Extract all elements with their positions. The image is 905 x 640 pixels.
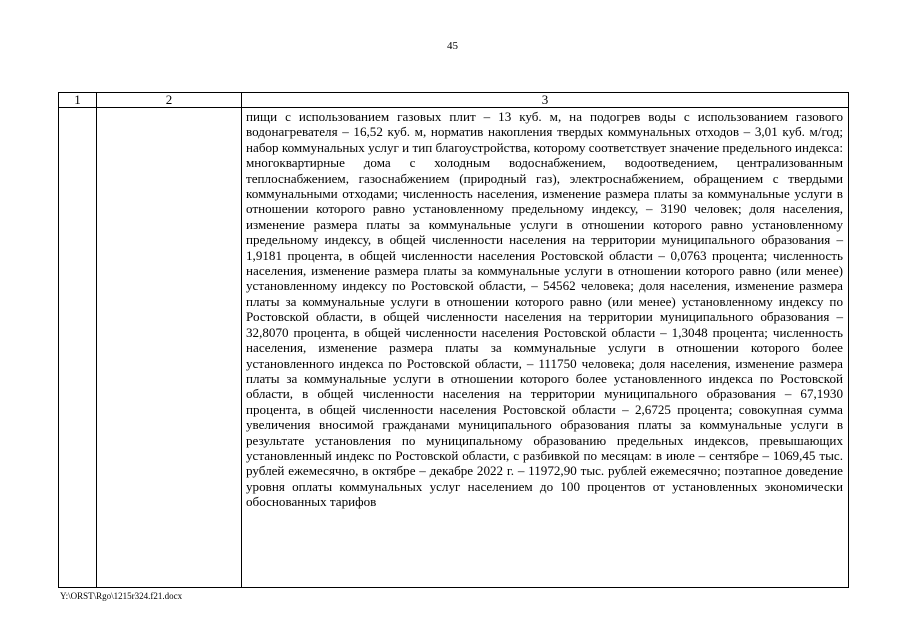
cell-col3 <box>242 108 849 588</box>
page-number: 45 <box>447 40 458 52</box>
cell-text: пищи с использованием газовых плит – 13 куб. м, на подогрев воды с использованием газового водонагревателя – 16,52 куб. м, норматив накопления твердых коммунальных отходов – 3,01 куб. м/год; набор коммунальных услуг и тип благоустройства, которому соответствует значение предельного индекса: многоквартирные дома с холодным водоснабжением, водоотведением, централизованным теплоснабжением, газоснабжением (природный газ), электроснабжением, обращением с твердыми коммунальными отходами; численность населения, изменение размера платы за коммунальные услуги в отношении которого равно установленному предельному индексу, – 3190 человек; доля населения, изменение размера платы за коммунальные услуги в отношении которого равно установленному предельному индексу, в общей численности населения на территории муниципального образования – 1,9181 процента, в общей численности населения Ростовской области – 0,0763 процента; численность населения, изменение размера платы за коммунальные услуги в отношении которого равно (или менее) установленному индексу по Ростовской области, – 54562 человека; доля населения, изменение размера платы за коммунальные услуги в отношении которого равно (или менее) установленному индексу по Ростовской области, в общей численности населения на территории муниципального образования – 32,8070 процента, в общей численности населения Ростовской области – 1,3048 процента; численность населения, изменение размера платы за коммунальные услуги в отношении которого более установленного индекса по Ростовской области, – 111750 человека; доля населения, изменение размера платы за коммунальные услуги в отношении которого более установленного индекса по Ростовской области, в общей численности населения на территории муниципального образования – 67,1930 процента, в общей численности населения Ростовской области – 2,6725 процента; совокупная сумма увеличения вносимой гражданами муниципального образования платы за коммунальные услуги в результате установления по муниципальному образованию предельных индексов, превышающих установленный индекс по Ростовской области, с разбивкой по месяцам: в июле – сентябре – 1069,45 тыс. рублей ежемесячно, в октябре – декабре 2022 г. – 11972,90 тыс. рублей ежемесячно; поэтапное доведение уровня оплаты коммунальных услуг населением до 100 процентов от установленных экономически обоснованных тарифов <box>246 109 843 510</box>
column-header-2: 2 <box>97 93 242 108</box>
column-header-1: 1 <box>59 93 97 108</box>
table-row <box>59 108 849 588</box>
cell-col1 <box>59 108 97 588</box>
file-path-footer: Y:\ORST\Rgo\1215r324.f21.docx <box>60 591 183 601</box>
cell-col2 <box>97 108 242 588</box>
document-table <box>58 92 849 588</box>
table-header-row <box>59 93 849 108</box>
column-header-3: 3 <box>242 93 849 108</box>
